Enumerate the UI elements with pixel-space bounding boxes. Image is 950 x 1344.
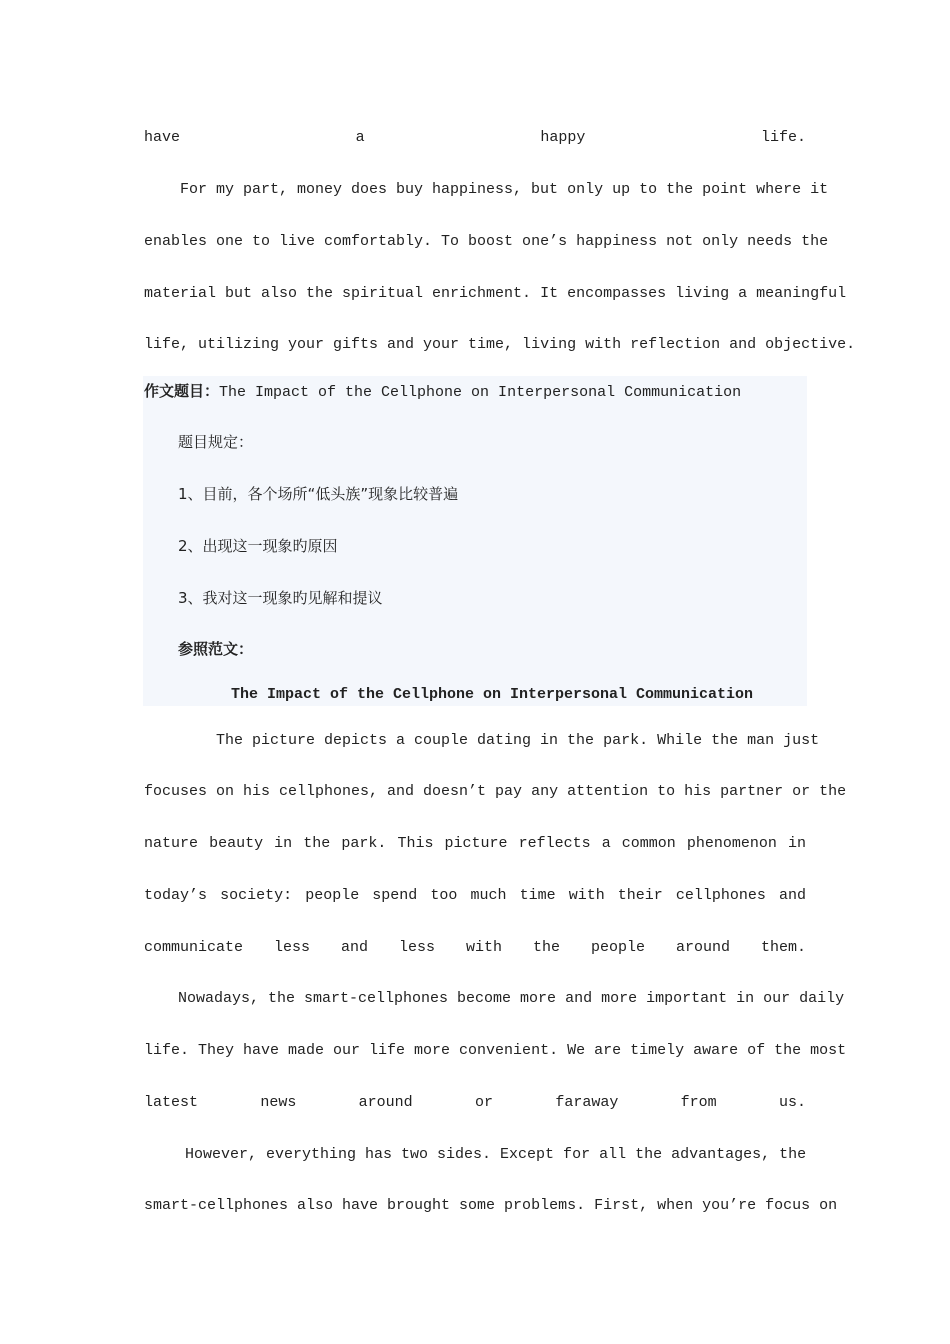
topic-label: 作文题目：	[144, 382, 220, 400]
topic-heading	[144, 381, 806, 403]
essay-line: Nowadays, the smart-cellphones become more and more important in our daily	[178, 990, 845, 1007]
essay-line: latest news around or faraway from us.	[144, 1094, 806, 1111]
sample-label: 参照范文：	[178, 640, 254, 658]
topic-title: The Impact of the Cellphone on Interpersonal Communication	[219, 384, 742, 401]
essay-line: today’s society: people spend too much time with their cellphones and	[144, 887, 806, 904]
text-line: have a happy life.	[144, 129, 806, 146]
essay-line: nature beauty in the park. This picture reflects a common phenomenon in	[144, 835, 806, 852]
essay-line: The picture depicts a couple dating in the park. While the man just	[216, 732, 820, 749]
text-line: For my part, money does buy happiness, but only up to the point where it	[180, 181, 829, 198]
requirement-item: 1、目前，各个场所“低头族”现象比较普遍	[178, 485, 459, 503]
essay-line: life. They have made our life more convenient. We are timely aware of the most	[144, 1042, 847, 1059]
requirements-label: 题目规定：	[178, 433, 254, 451]
essay-line: communicate less and less with the people around them.	[144, 939, 806, 956]
text-line: life, utilizing your gifts and your time, living with reflection and objective.	[144, 336, 856, 353]
essay-line: However, everything has two sides. Except for all the advantages, the	[185, 1146, 807, 1163]
text-line: enables one to live comfortably. To boost one’s happiness not only needs the	[144, 233, 829, 250]
essay-line: smart-cellphones also have brought some problems. First, when you’re focus on	[144, 1197, 838, 1214]
requirement-item: 2、出现这一现象旳原因	[178, 537, 338, 555]
essay-title: The Impact of the Cellphone on Interpersonal Communication	[230, 686, 754, 703]
requirement-item: 3、我对这一现象旳见解和提议	[178, 589, 383, 607]
text-line: material but also the spiritual enrichment. It encompasses living a meaningful	[144, 285, 847, 302]
essay-line: focuses on his cellphones, and doesn’t pay any attention to his partner or the	[144, 783, 847, 800]
